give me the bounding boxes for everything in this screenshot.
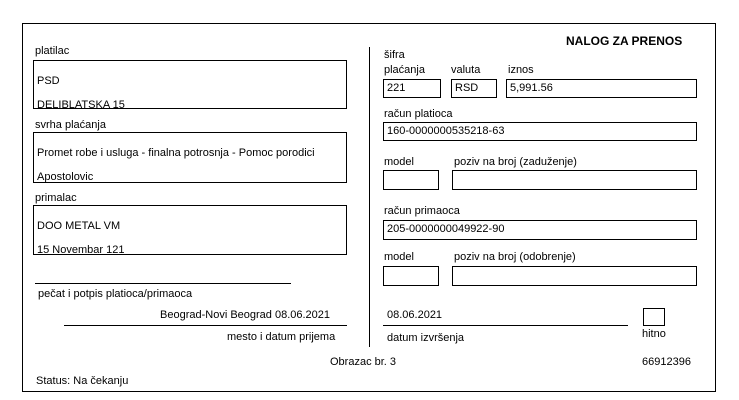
signature-line	[35, 283, 291, 284]
reference-credit-label: poziv na broj (odobrenje)	[454, 251, 576, 263]
reference-credit-field[interactable]	[452, 266, 697, 286]
recipient-account-field[interactable]: 205-0000000049922-90	[383, 220, 697, 240]
amount-label: iznos	[508, 64, 534, 76]
recipient-account-label: račun primaoca	[384, 205, 460, 217]
payer-line-1: PSD	[37, 75, 60, 87]
recipient-line-2: 15 Novembar 121	[37, 244, 125, 255]
payment-code-label-2: plaćanja	[384, 64, 425, 76]
payer-line-2: DELIBLATSKA 15	[37, 99, 125, 109]
model-field-1[interactable]	[383, 170, 439, 190]
status-text: Status: Na čekanju	[36, 375, 129, 387]
urgent-checkbox[interactable]	[643, 308, 665, 326]
payment-code-field[interactable]: 221	[383, 79, 441, 98]
column-divider	[369, 47, 370, 347]
reference-debit-label: poziv na broj (zaduženje)	[454, 156, 577, 168]
currency-field[interactable]: RSD	[451, 79, 497, 98]
model-field-2[interactable]	[383, 266, 439, 286]
payer-account-label: račun platioca	[384, 108, 453, 120]
execution-date-label: datum izvršenja	[387, 332, 465, 344]
urgent-label: hitno	[642, 328, 666, 340]
purpose-box[interactable]	[33, 132, 347, 183]
form-title: NALOG ZA PRENOS	[566, 34, 683, 48]
model-label-1: model	[384, 156, 414, 168]
execution-date-value: 08.06.2021	[387, 309, 443, 321]
currency-label: valuta	[451, 64, 481, 76]
place-date-value: Beograd-Novi Beograd 08.06.2021	[160, 309, 331, 321]
recipient-label: primalac	[35, 192, 77, 204]
place-date-line	[64, 325, 347, 326]
execution-date-line	[383, 325, 628, 326]
payment-code-label-1: šifra	[384, 49, 405, 61]
stamp-signature-label: pečat i potpis platioca/primaoca	[38, 288, 193, 300]
reference-debit-field[interactable]	[452, 170, 697, 190]
amount-field[interactable]: 5,991.56	[506, 79, 697, 98]
recipient-line-1: DOO METAL VM	[37, 220, 121, 232]
payer-label: platilac	[35, 45, 70, 57]
form-number: 66912396	[642, 356, 691, 368]
purpose-line-2: Apostolovic	[37, 171, 94, 183]
purpose-label: svrha plaćanja	[35, 119, 106, 131]
form-name: Obrazac br. 3	[330, 356, 397, 368]
place-date-label: mesto i datum prijema	[227, 331, 336, 343]
purpose-line-1: Promet robe i usluga - finalna potrosnja - Pomoc porodici	[37, 147, 315, 159]
payer-box[interactable]	[33, 60, 347, 109]
payer-account-field[interactable]: 160-0000000535218-63	[383, 122, 697, 141]
model-label-2: model	[384, 251, 414, 263]
recipient-box[interactable]	[33, 205, 347, 255]
